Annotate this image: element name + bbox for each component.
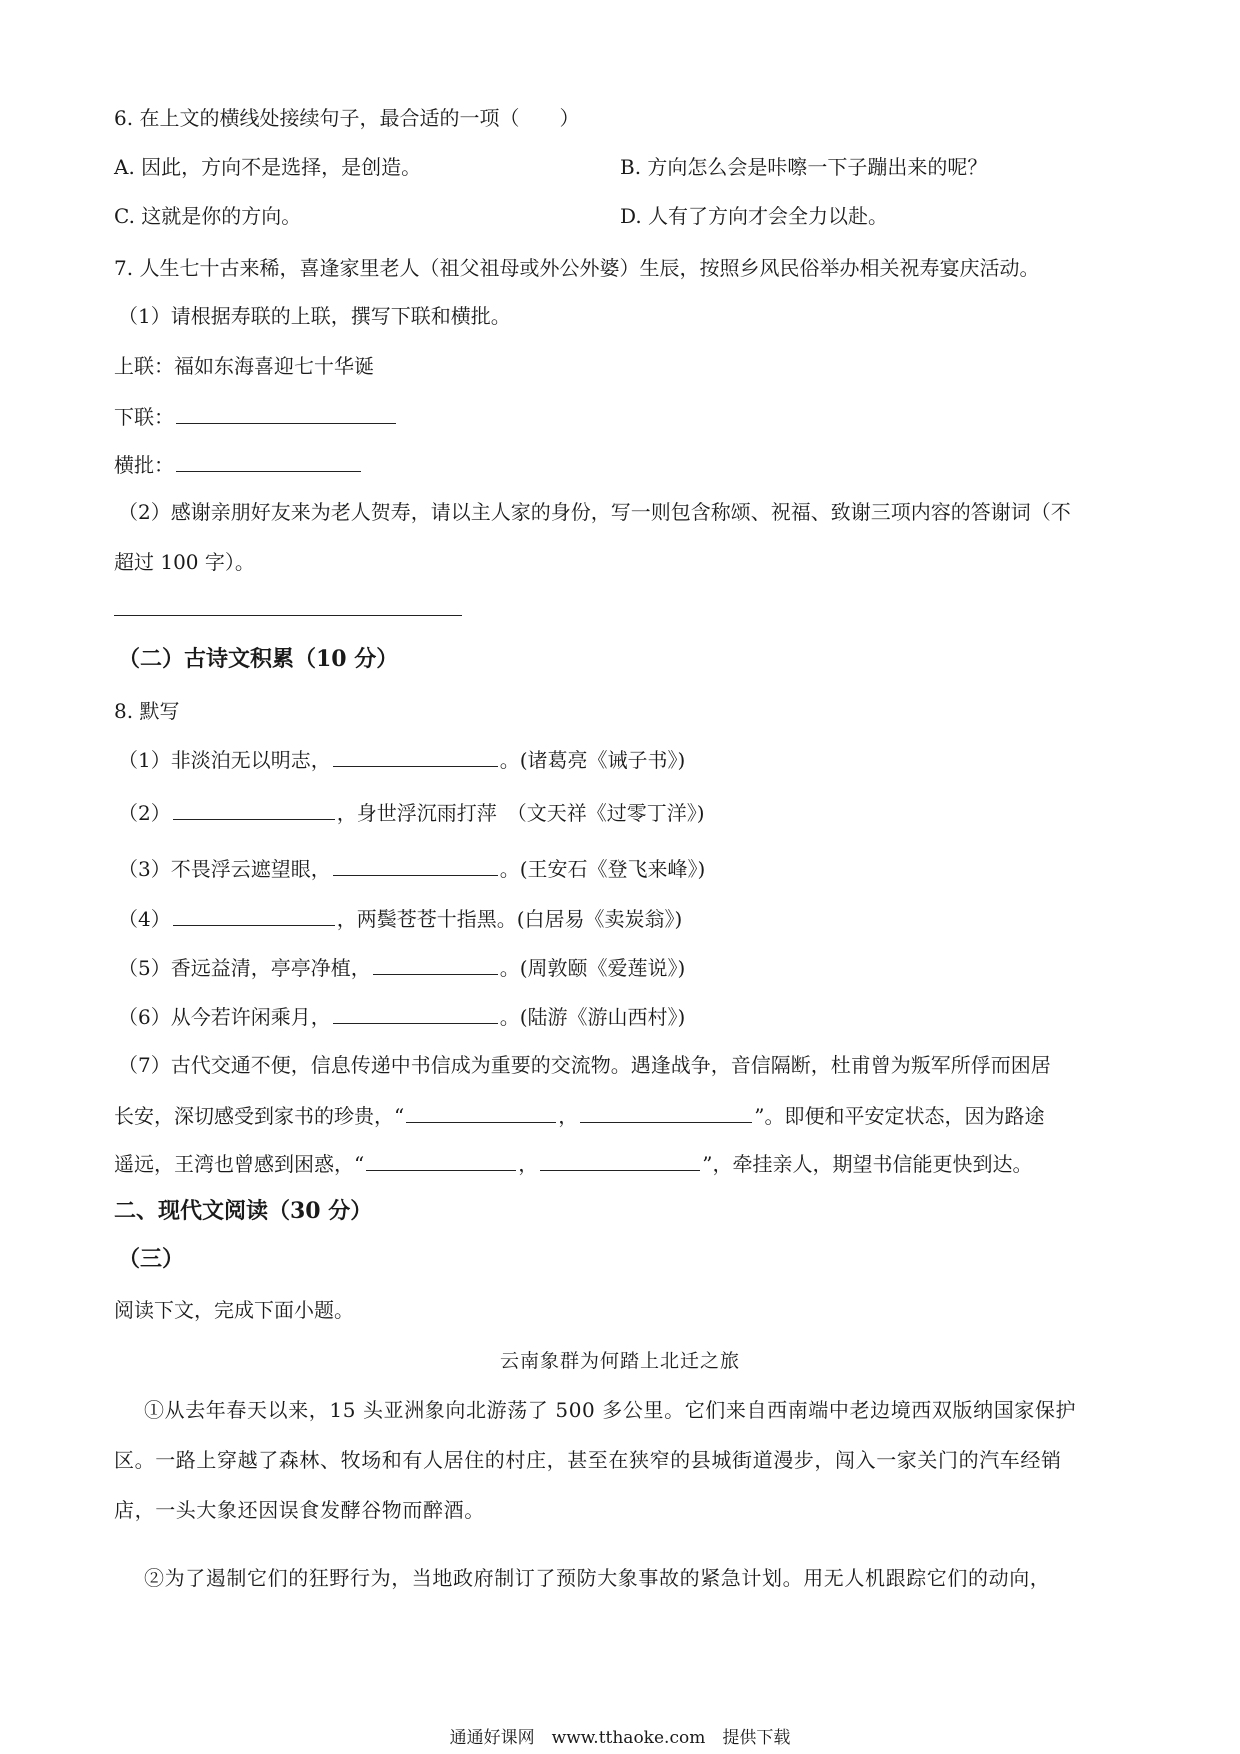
q8-item-5-pre: （5）香远益清，亭亭净植， [118, 956, 371, 980]
q8-item-5-post: 。(周敦颐《爱莲说》) [499, 956, 686, 980]
article-p1-line2: 区。一路上穿越了森林、牧场和有人居住的村庄，甚至在狭窄的县城街道漫步，闯入一家关门的汽车经销 [114, 1448, 1062, 1472]
q8-item-7-blank-4[interactable] [540, 1148, 700, 1171]
article-p2-line1: ②为了遏制它们的狂野行为，当地政府制订了预防大象事故的紧急计划。用无人机跟踪它们的动向， [144, 1566, 1051, 1590]
q8-item-6 [118, 1001, 685, 1031]
q8-item-7-line3-pre: 遥远，王湾也曾感到困惑，“ [114, 1152, 365, 1176]
q6-stem: 6. 在上文的横线处接续句子，最合适的一项（ ） [114, 106, 580, 130]
q8-item-7-line1: （7）古代交通不便，信息传递中书信成为重要的交流物。遇逢战争，音信隔断，杜甫曾为叛军所俘而困居 [118, 1053, 1051, 1077]
q7-xialian-label: 下联： [114, 405, 174, 429]
q7-part2-line2: 超过 100 字）。 [114, 550, 255, 574]
q7-part1: （1）请根据寿联的上联，撰写下联和横批。 [118, 304, 511, 328]
q8-item-7-line2 [114, 1100, 1044, 1130]
subsection-heading: （三） [118, 1246, 185, 1272]
q8-item-6-post: 。(陆游《游山西村》) [499, 1005, 686, 1029]
q8-item-4 [118, 903, 682, 933]
q8-item-1-pre: （1）非淡泊无以明志， [118, 748, 331, 772]
q8-item-7-line2-pre: 长安，深切感受到家书的珍贵，“ [114, 1104, 405, 1128]
q8-item-3-pre: （3）不畏浮云遮望眼， [118, 857, 331, 881]
q8-item-5 [118, 952, 685, 982]
footer-credit: 通通好课网 www.tthaoke.com 提供下载 [449, 1728, 791, 1748]
q8-item-3-post: 。(王安石《登飞来峰》) [499, 857, 706, 881]
q8-item-7-blank-2[interactable] [580, 1100, 752, 1123]
q6-option-c: C. 这就是你的方向。 [114, 204, 302, 228]
q8-item-6-pre: （6）从今若许闲乘月， [118, 1005, 331, 1029]
section-heading-poetry: （二）古诗文积累（10 分） [118, 646, 399, 672]
q8-item-7-line3 [114, 1148, 1032, 1178]
q8-item-7-blank-1[interactable] [406, 1100, 556, 1123]
q7-hengpi-line [114, 449, 363, 479]
xialian-answer-blank[interactable] [176, 401, 396, 424]
q7-hengpi-label: 横批： [114, 453, 174, 477]
reading-instructions: 阅读下文，完成下面小题。 [114, 1298, 354, 1322]
q8-item-4-blank[interactable] [173, 903, 335, 926]
q7-xialian-line [114, 401, 398, 431]
article-title: 云南象群为何踏上北迁之旅 [499, 1350, 740, 1372]
q6-option-b: B. 方向怎么会是咔嚓一下子蹦出来的呢？ [620, 155, 988, 179]
q8-item-2-blank[interactable] [173, 797, 335, 820]
q8-item-2-post: ，身世浮沉雨打萍 （文天祥《过零丁洋》) [336, 801, 705, 825]
q6-option-d: D. 人有了方向才会全力以赴。 [620, 204, 889, 228]
q8-stem: 8. 默写 [114, 699, 180, 723]
q7-shanglian: 上联：福如东海喜迎七十华诞 [114, 354, 374, 378]
q6-option-a: A. 因此，方向不是选择，是创造。 [114, 155, 422, 179]
q7-part2-line1: （2）感谢亲朋好友来为老人贺寿，请以主人家的身份，写一则包含称颂、祝福、致谢三项内容的答谢词（不 [118, 500, 1071, 524]
q8-item-4-post: ，两鬓苍苍十指黑。(白居易《卖炭翁》) [336, 907, 683, 931]
q8-item-7-blank-3[interactable] [366, 1148, 516, 1171]
article-p1-line1: ①从去年春天以来，15 头亚洲象向北游荡了 500 多公里。它们来自西南端中老边境西双版纳国家保护 [144, 1398, 1077, 1422]
q8-item-7-line2-post: ”。即便和平安定状态，因为路途 [754, 1104, 1045, 1128]
q8-item-7-line3-mid: ， [518, 1152, 539, 1176]
q8-item-2 [118, 797, 705, 827]
q8-item-2-pre: （2） [118, 801, 171, 825]
answer-line[interactable] [114, 615, 462, 616]
q8-item-3-blank[interactable] [333, 853, 498, 876]
q8-item-4-pre: （4） [118, 907, 171, 931]
hengpi-answer-blank[interactable] [176, 449, 361, 472]
part-heading-modern-reading: 二、现代文阅读（30 分） [114, 1198, 373, 1224]
q8-item-5-blank[interactable] [373, 952, 498, 975]
q8-item-1-blank[interactable] [333, 744, 498, 767]
q8-item-7-line3-post: ”，牵挂亲人，期望书信能更快到达。 [702, 1152, 1033, 1176]
q8-item-7-line2-mid: ， [558, 1104, 579, 1128]
q8-item-1-post: 。(诸葛亮《诫子书》) [499, 748, 686, 772]
q7-stem: 7. 人生七十古来稀，喜逢家里老人（祖父祖母或外公外婆）生辰，按照乡风民俗举办相关祝寿宴庆活动。 [114, 256, 1040, 280]
q8-item-6-blank[interactable] [333, 1001, 498, 1024]
q8-item-3 [118, 853, 705, 883]
q8-item-1 [118, 744, 685, 774]
article-p1-line3: 店，一头大象还因误食发酵谷物而醉酒。 [114, 1498, 485, 1522]
